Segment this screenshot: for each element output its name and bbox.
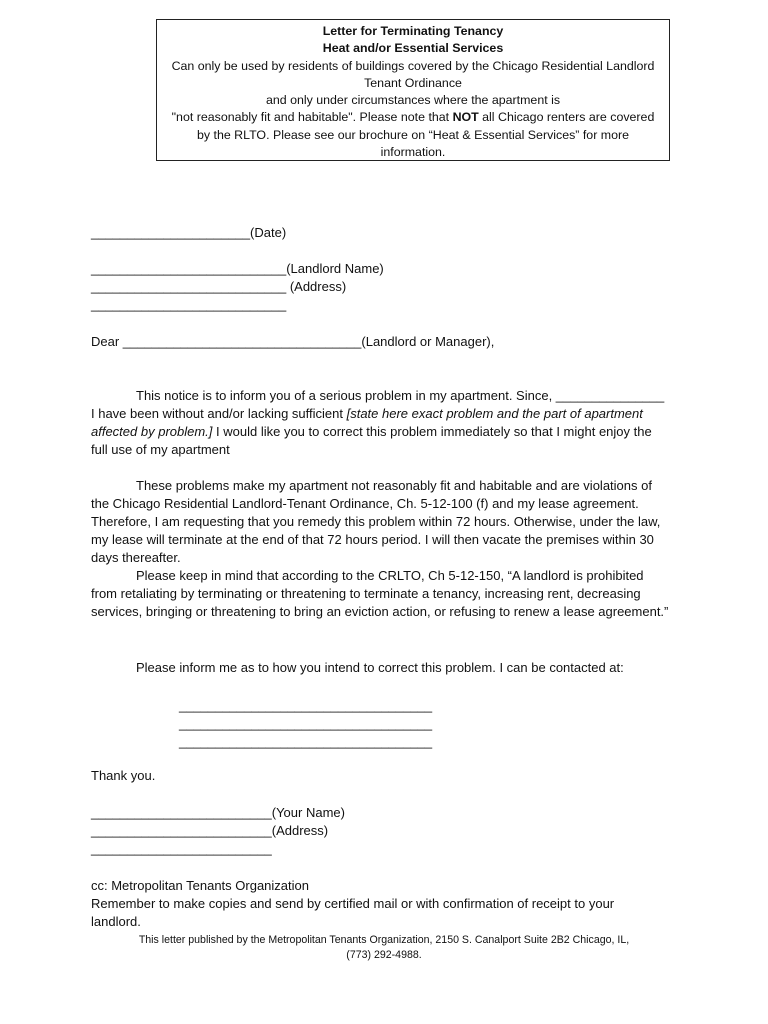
publisher-footer [100, 933, 668, 963]
paragraph-retaliation: Please keep in mind that according to the CRLTO, Ch 5-12-150, “A landlord is prohibited from retaliating by terminating or threatening to terminate a tenancy, increasing rent, decreasing services, bringing or threatening to bring an eviction action, or refusing to renew a lease agreement.” [91, 568, 669, 619]
your-address-line: _________________________(Address) [91, 823, 329, 838]
notice-line: and only under circumstances where the apartment is [265, 93, 561, 108]
date-line: ______________________(Date) [91, 225, 287, 240]
cc-line: cc: Metropolitan Tenants Organization [91, 878, 309, 893]
notice-line: by the RLTO. Please see our brochure on “Heat & Essential Services” for more [196, 127, 630, 142]
letter-subtitle: Heat and/or Essential Services [322, 41, 504, 56]
notice-line: information. [380, 145, 446, 160]
notice-text: "not reasonably fit and habitable". Please note that [171, 110, 453, 125]
paragraph-violation: These problems make my apartment not reasonably fit and habitable and are violations of the Chicago Residential Landlord-Tenant Ordinance, Ch. 5-12-100 (f) and my lease agreement. Therefore, I am requesting that you remedy this problem within 72 hours. Otherwise, under the law, my lease will terminate at the end of that 72 hours period. I will then vacate the premises within 30 days thereafter. [91, 478, 661, 565]
paragraph-text: This notice is to inform you of a serious problem in my apartment. Since, _______________ I have been without and/or lacking sufficient [91, 388, 665, 421]
contact-line: ___________________________________ [179, 716, 433, 731]
notice-text: all Chicago renters are covered [478, 110, 655, 125]
notice-box [156, 19, 670, 161]
landlord-address-line-2: ___________________________ [91, 297, 287, 312]
notice-line: Tenant Ordinance [364, 75, 462, 90]
footer-line: (773) 292-4988. [346, 949, 422, 961]
notice-line [157, 109, 669, 126]
paragraph-contact: Please inform me as to how you intend to correct this problem. I can be contacted at: [136, 660, 624, 675]
paragraph-text: I would like you to correct this problem immediately so that I might enjoy the full use of my apartment [91, 424, 652, 457]
salutation: Dear _________________________________(Landlord or Manager), [91, 334, 495, 349]
landlord-name-line: ___________________________(Landlord Name) [91, 261, 384, 276]
paragraph-problem [91, 387, 671, 459]
letter-title: Letter for Terminating Tenancy [322, 24, 504, 38]
your-address-line-2: _________________________ [91, 841, 272, 856]
contact-line: ___________________________________ [179, 698, 433, 713]
instruction-text: [state here exact problem and the part of apartment affected by problem.] [91, 406, 643, 439]
contact-line: ___________________________________ [179, 734, 433, 749]
notice-emphasis: NOT [452, 110, 479, 125]
your-name-line: _________________________(Your Name) [91, 805, 345, 820]
notice-line: Can only be used by residents of buildings covered by the Chicago Residential Landlord [171, 58, 655, 73]
thank-you: Thank you. [91, 768, 156, 783]
landlord-address-line: ___________________________ (Address) [91, 279, 347, 294]
reminder-text: Remember to make copies and send by certified mail or with confirmation of receipt to your landlord. [91, 896, 615, 929]
footer-line: This letter published by the Metropolitan Tenants Organization, 2150 S. Canalport Suite 2B2 Chicago, IL, [138, 934, 630, 946]
